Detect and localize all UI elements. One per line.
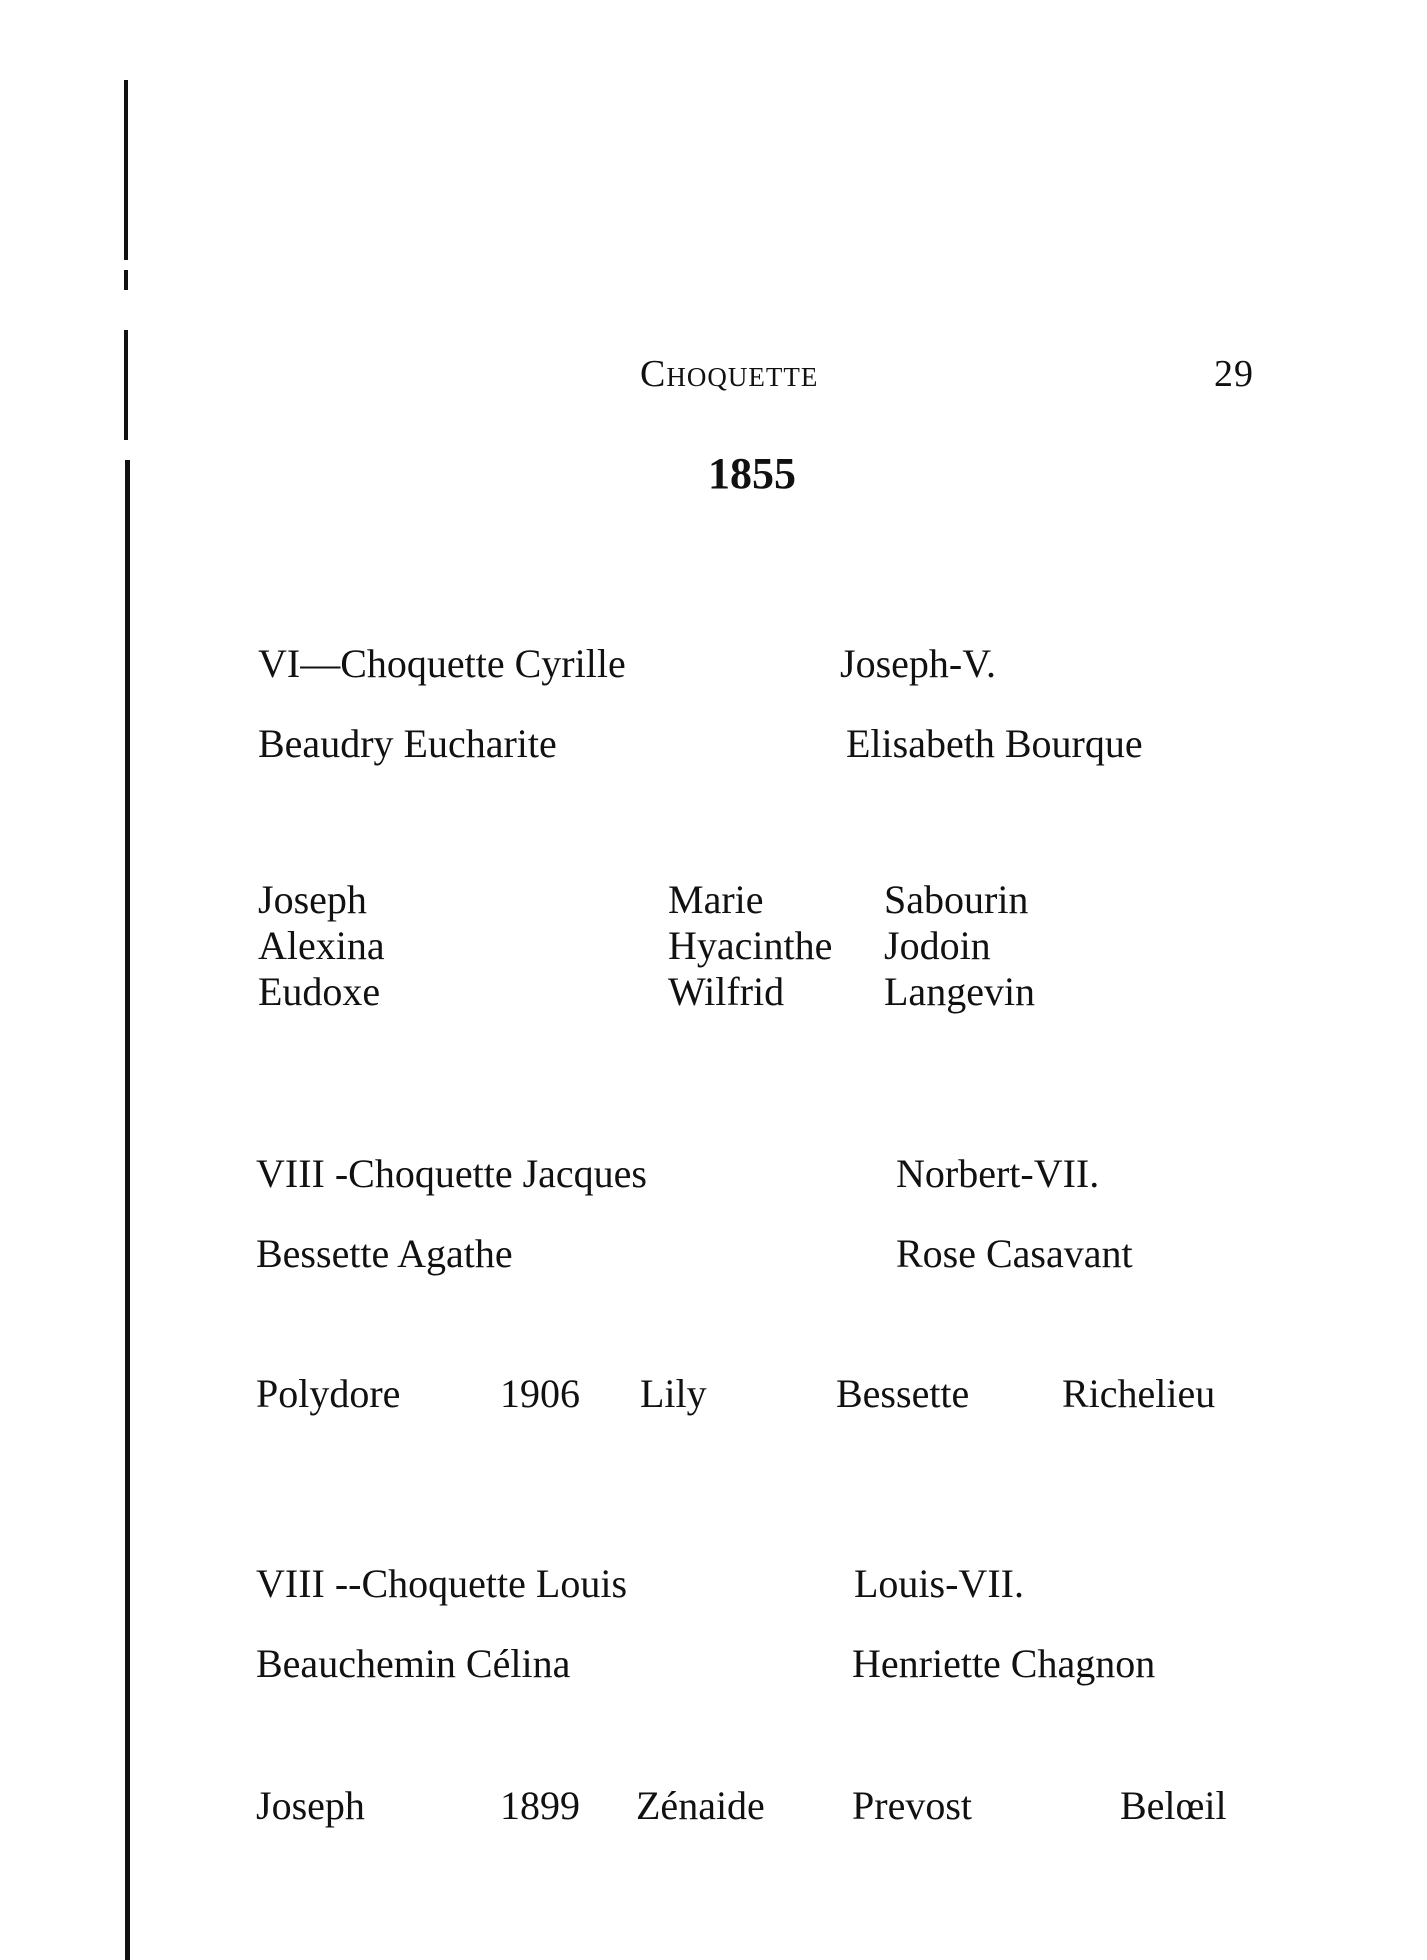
child-spouse-last: Jodoin: [884, 923, 991, 968]
child-name: Eudoxe: [258, 969, 381, 1014]
marriage-place: Richelieu: [1062, 1371, 1216, 1416]
child-spouse-last: Bessette: [836, 1371, 970, 1416]
child-spouse-first: Hyacinthe: [668, 923, 833, 968]
child-name: Alexina: [258, 923, 385, 968]
year-heading: 1855: [708, 449, 796, 498]
child-spouse-last: Prevost: [852, 1783, 972, 1828]
child-name: Polydore: [256, 1371, 401, 1416]
record-2-generation-name: VIII -Choquette Jacques: [256, 1151, 647, 1196]
child-spouse-first: Lily: [640, 1371, 707, 1416]
page-number: 29: [1214, 353, 1254, 395]
child-name: Joseph: [256, 1783, 365, 1828]
record-2-wife: Bessette Agathe: [256, 1231, 513, 1276]
marriage-year: 1906: [500, 1371, 580, 1416]
record-2-father: Norbert-VII.: [896, 1151, 1100, 1196]
child-spouse-first: Wilfrid: [668, 969, 785, 1014]
child-spouse-last: Langevin: [884, 969, 1036, 1014]
marriage-place: Belœil: [1120, 1783, 1227, 1828]
child-spouse-last: Sabourin: [884, 877, 1029, 922]
binding-edge-line: [124, 80, 132, 1960]
child-name: Joseph: [258, 877, 367, 922]
child-spouse-first: Zénaide: [636, 1783, 765, 1828]
record-1-mother: Elisabeth Bourque: [846, 721, 1143, 766]
record-3-generation-name: VIII --Choquette Louis: [256, 1561, 628, 1606]
record-1-father: Joseph-V.: [840, 641, 996, 686]
running-head-title: Choquette: [640, 353, 819, 395]
record-3-mother: Henriette Chagnon: [852, 1641, 1156, 1686]
record-1-wife: Beaudry Eucharite: [258, 721, 557, 766]
record-1-generation-name: VI—Choquette Cyrille: [258, 641, 626, 686]
record-2-mother: Rose Casavant: [896, 1231, 1133, 1276]
marriage-year: 1899: [500, 1783, 580, 1828]
record-3-wife: Beauchemin Célina: [256, 1641, 571, 1686]
record-3-father: Louis-VII.: [854, 1561, 1024, 1606]
child-spouse-first: Marie: [668, 877, 764, 922]
